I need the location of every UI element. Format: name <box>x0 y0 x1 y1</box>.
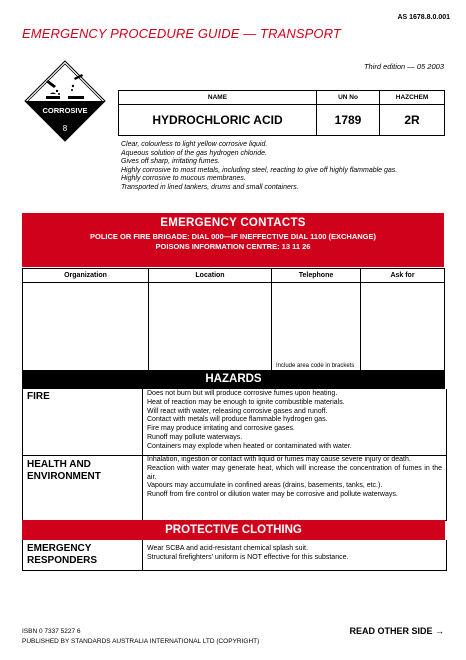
hazchem-code: 2R <box>380 105 445 136</box>
fire-line: Contact with metals will produce flammable hydrogen gas. <box>147 416 328 424</box>
poisons-line: POISONS INFORMATION CENTRE: 13 11 26 <box>155 242 311 251</box>
ask-for-header: Ask for <box>361 269 445 283</box>
health-line: Inhalation, ingestion or contact with liquid or fumes may cause severe injury or death. <box>147 456 411 463</box>
emergency-responders-label <box>23 540 143 570</box>
fire-line: Does not burn but will produce corrosive fumes upon heating. <box>147 390 338 397</box>
description-line: Highly corrosive to most metals, including steel, reacting to give off highly flammable gas. <box>121 166 398 174</box>
protective-clothing-text <box>143 540 446 570</box>
hazchem-header: HAZCHEM <box>380 91 445 105</box>
page-title: EMERGENCY PROCEDURE GUIDE — TRANSPORT <box>22 26 341 41</box>
location-header: Location <box>149 269 272 283</box>
un-number: 1789 <box>317 105 380 136</box>
health-environment-label <box>23 455 143 520</box>
description-line: Highly corrosive to mucous membranes. <box>121 175 246 183</box>
fire-line: Heat of reaction may be enough to ignite combustible materials. <box>147 398 345 406</box>
description-line: Gives off sharp, irritating fumes. <box>121 158 220 166</box>
responders-label-line: EMERGENCY <box>27 543 92 554</box>
substance-id-table <box>118 90 445 136</box>
health-label-line: HEALTH AND <box>27 459 91 470</box>
fire-line: Containers may explode when heated or contaminated with water. <box>147 442 352 450</box>
health-line: Vapours may accumulate in confined areas (drains, basements, tanks, etc.). <box>147 482 383 490</box>
telephone-note: Include area code in brackets <box>276 363 355 369</box>
fire-label: FIRE <box>23 389 143 455</box>
clothing-line: Wear SCBA and acid-resistant chemical splash suit. <box>147 545 308 552</box>
environment-label-line: ENVIRONMENT <box>27 471 101 482</box>
fire-line: Runoff may pollute waterways. <box>147 433 243 441</box>
fire-text <box>143 389 446 455</box>
emergency-contacts-banner <box>22 213 444 267</box>
health-text <box>143 455 446 520</box>
placard-class-number: 8 <box>62 124 68 133</box>
emergency-responders-section <box>22 540 447 571</box>
clothing-line: Structural firefighters' uniform is NOT effective for this substance. <box>147 553 349 561</box>
description-line: Clear, colourless to light yellow corrosive liquid. <box>121 141 268 148</box>
placard-label: CORROSIVE <box>42 106 88 115</box>
fire-line: Will react with water, releasing corrosive gases and runoff. <box>147 407 328 415</box>
fire-line: Fire may produce irritating and corrosive gases. <box>147 425 295 433</box>
police-fire-line: POLICE OR FIRE BRIGADE: DIAL 000—IF INEFFECTIVE DIAL 1100 (EXCHANGE) <box>89 232 377 241</box>
responders-label-line: RESPONDERS <box>27 555 98 566</box>
publisher: PUBLISHED BY STANDARDS AUSTRALIA INTERNATIONAL LTD (COPYRIGHT) <box>22 638 260 645</box>
description-line: Aqueous solution of the gas hydrogen chloride. <box>121 149 267 157</box>
edition-label: Third edition — 05 2003 <box>363 62 444 71</box>
un-no-header: UN No <box>317 91 380 105</box>
hazards-title: HAZARDS <box>22 370 445 389</box>
corrosive-diamond-icon <box>24 60 106 142</box>
health-line: Reaction with water may generate heat, which will increase the concentration of fumes in the air. <box>147 464 442 481</box>
organization-table <box>22 268 445 371</box>
substance-description <box>121 141 447 193</box>
ask-for-cell[interactable] <box>361 283 445 371</box>
name-header: NAME <box>119 91 317 105</box>
description-line: Transported in lined tankers, drums and small containers. <box>121 183 299 191</box>
organization-cell[interactable] <box>23 283 149 371</box>
fire-section <box>22 389 447 456</box>
telephone-header: Telephone <box>272 269 361 283</box>
health-environment-section <box>22 455 447 521</box>
isbn: ISBN 0 7337 5227 6 <box>22 628 81 635</box>
read-other-side-link[interactable]: READ OTHER SIDE → <box>349 626 444 636</box>
telephone-cell[interactable] <box>272 283 361 371</box>
health-line: Runoff from fire control or dilution water may be corrosive and pollute waterways. <box>147 491 398 499</box>
emergency-contacts-title: EMERGENCY CONTACTS <box>160 217 306 229</box>
organization-header: Organization <box>23 269 149 283</box>
location-cell[interactable] <box>149 283 272 371</box>
document-number: AS 1678.8.0.001 <box>397 14 450 21</box>
protective-clothing-title: PROTECTIVE CLOTHING <box>22 520 445 540</box>
substance-name: HYDROCHLORIC ACID <box>119 105 317 136</box>
